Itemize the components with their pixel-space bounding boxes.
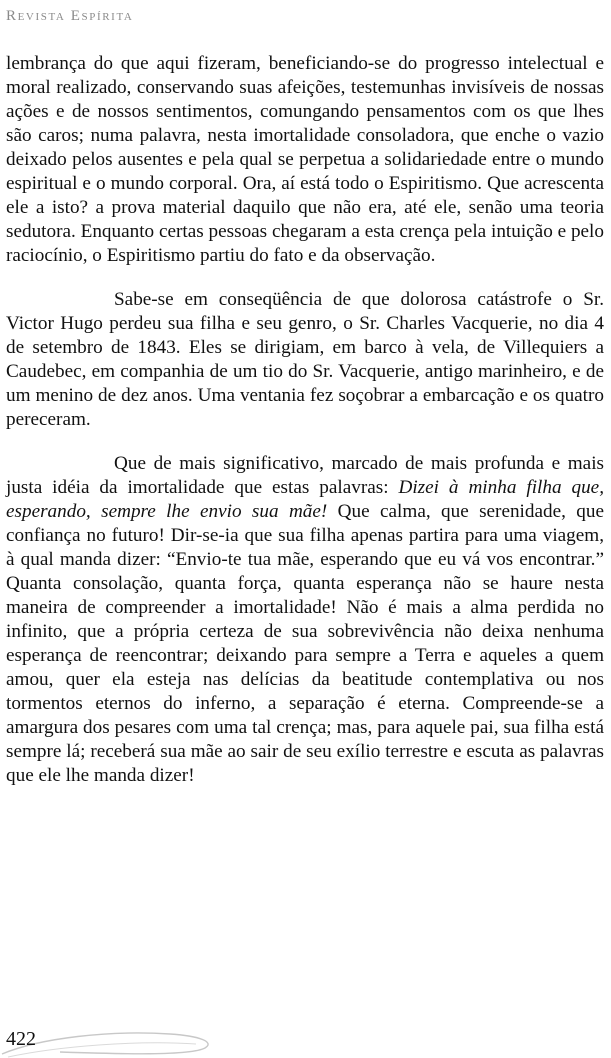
paragraph-2: Sabe-se em conseqüência de que dolorosa catástrofe o Sr. Victor Hugo perdeu sua filha e seu genro, o Sr. Charles Vacquerie, no dia 4 de setembro de 1843. Eles se dirigiam, em barco à vela, de Villequiers a Caudebec, em companhia de um tio do Sr. Vacquerie, antigo marinheiro, e de um menino de dez anos. Uma ventania fez soçobrar a embarcação e os quatro pereceram. (6, 289, 604, 430)
paragraph-1: lembrança do que aqui fizeram, beneficiando-se do progresso intelectual e moral realizado, conservando suas afeições, testemunhas invisíveis de nossas ações e de nossos sentimentos, comungando pensamentos com os que lhes são caros; numa palavra, nesta imortalidade consoladora, que enche o vazio deixado pelos ausentes e pela qual se perpetua a solidariedade entre o mundo espiritual e o mundo corporal. Ora, aí está todo o Espiritismo. Que acrescenta ele a isto? a prova material daquilo que não era, até ele, senão uma teoria sedutora. Enquanto certas pessoas chegaram a esta crença pela intuição e pelo raciocínio, o Espiritismo partiu do fato e da observação. (6, 53, 604, 266)
victor-hugo-quote: Dizei à minha filha que, esperando, sempre lhe envio sua mãe! (6, 477, 604, 522)
paragraph-3-rest: Que calma, que serenidade, que confiança no futuro! Dir-se-ia que sua filha apenas partira para uma viagem, à qual manda dizer: “Envio-te tua mãe, esperando que eu vá vos encontrar.” Quanta consolação, quanta força, quanta esperança não se haure nesta maneira de compreender a imortalidade! Não é mais a alma perdida no infinito, que a própria certeza de sua sobrevivência não deixa nenhuma esperança de reencontrar; deixando para sempre a Terra e aqueles a quem amou, quer ela esteja nas delícias da beatitude contemplativa ou nos tormentos eternos do inferno, a separação é eterna. Compreende-se a amargura dos pesares com uma tal crença; mas, para aquele pai, sua filha está sempre lá; receberá sua mãe ao sair de seu exílio terrestre e escuta as palavras que ele lhe manda dizer! (6, 501, 604, 786)
paragraph-3-intro: Que de mais significativo, marcado de mais profunda e mais justa idéia da imortalidade que estas palavras: (6, 453, 604, 498)
body-text (6, 52, 604, 788)
running-header: Revista Espírita (6, 8, 134, 24)
page-number: 422 (6, 1028, 36, 1050)
paragraph-3 (6, 452, 604, 788)
